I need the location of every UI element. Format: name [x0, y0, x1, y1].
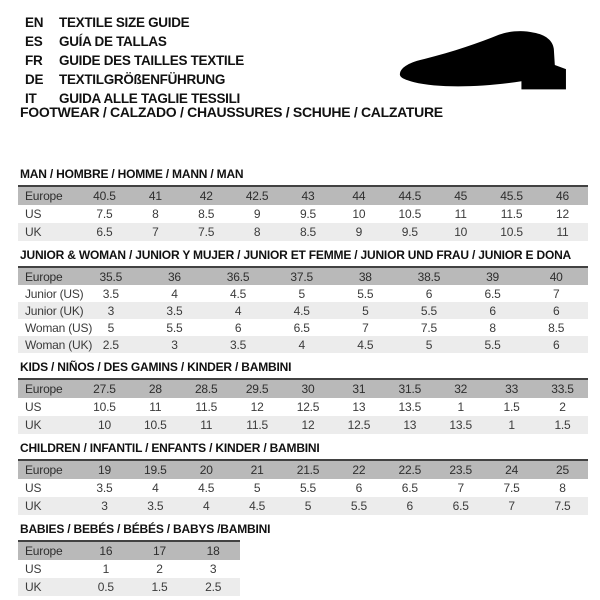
size-cell: 33 [486, 379, 537, 398]
size-cell: 16 [79, 541, 133, 560]
row-label: Europe [18, 460, 79, 479]
size-cell: 4.5 [270, 302, 334, 319]
size-cell: 12 [283, 416, 334, 434]
size-cell: 4.5 [230, 286, 247, 301]
size-cell: 8.5 [283, 223, 334, 241]
size-cell: 46 [537, 186, 588, 205]
size-cell: 38.5 [397, 267, 461, 285]
size-cell: 6.5 [435, 497, 486, 515]
row-label: Woman (UK) [18, 336, 79, 353]
size-cell: 13 [352, 400, 366, 414]
size-cell: 8 [232, 223, 283, 241]
size-cell: 37.5 [270, 267, 334, 285]
size-cell: 8 [489, 320, 496, 335]
size-cell: 12.5 [333, 416, 384, 434]
size-cell: 42 [181, 186, 232, 205]
size-cell: 7 [486, 497, 537, 515]
size-cell: 44 [333, 186, 384, 205]
size-cell: 35.5 [79, 267, 143, 285]
size-table-block [18, 523, 588, 596]
size-cell: 7.5 [537, 497, 588, 515]
size-cell: 6 [524, 302, 588, 319]
size-cell: 7 [457, 481, 464, 495]
size-cell: 21.5 [283, 460, 334, 479]
size-cell: 4 [152, 481, 159, 495]
size-cell: 19.5 [130, 460, 181, 479]
language-row [25, 51, 244, 70]
size-cell: 4 [181, 497, 232, 515]
size-cell: 12 [556, 207, 569, 221]
size-cell: 4 [206, 302, 270, 319]
size-cell: 3.5 [102, 286, 119, 301]
language-label: GUIDE DES TAILLES TEXTILE [59, 53, 245, 68]
size-cell: 21 [232, 460, 283, 479]
size-cell: 6 [461, 302, 525, 319]
size-table [18, 459, 588, 515]
size-cell: 5.5 [166, 320, 183, 335]
size-cell: 3 [79, 302, 143, 319]
table-row [18, 560, 240, 578]
size-cell: 36.5 [206, 267, 270, 285]
size-cell: 2.5 [79, 336, 143, 353]
language-code: DE [25, 72, 44, 87]
size-cell: 11 [454, 207, 467, 221]
language-label: GUÍA DE TALLAS [59, 34, 167, 49]
size-cell: 12 [250, 400, 264, 414]
size-table [18, 378, 588, 434]
language-code: ES [25, 34, 43, 49]
size-cell: 19 [79, 460, 130, 479]
language-list [25, 13, 244, 108]
size-cell: 41 [130, 186, 181, 205]
size-cell: 10 [352, 207, 366, 221]
size-cell: 13 [384, 416, 435, 434]
row-label: US [25, 207, 42, 221]
size-table [18, 266, 588, 353]
size-cell: 3 [79, 497, 130, 515]
size-cell: 5 [397, 336, 461, 353]
row-label: Woman (US) [25, 320, 93, 335]
size-cell: 2 [559, 400, 566, 414]
size-cell: 44.5 [384, 186, 435, 205]
table-row [18, 578, 240, 596]
size-cell: 1 [457, 400, 464, 414]
table-row [18, 479, 588, 497]
size-cell: 6.5 [293, 320, 310, 335]
row-label: UK [18, 578, 79, 596]
size-cell: 3.5 [143, 302, 207, 319]
size-cell: 11.5 [500, 207, 523, 221]
size-cell: 10.5 [398, 207, 422, 221]
size-cell: 3.5 [96, 481, 113, 495]
table-row [18, 267, 588, 285]
size-table-block [18, 361, 588, 434]
size-cell: 9 [333, 223, 384, 241]
language-label: TEXTILGRÖßENFÜHRUNG [59, 72, 226, 87]
size-cell: 3 [143, 336, 207, 353]
table-title: MAN / HOMBRE / HOMME / MANN / MAN [20, 167, 244, 181]
size-cell: 6.5 [484, 286, 501, 301]
size-cell: 5 [107, 320, 115, 335]
row-label: Junior (UK) [18, 302, 79, 319]
size-cell: 11 [149, 400, 162, 414]
size-cell: 13.5 [435, 416, 486, 434]
size-cell: 30 [283, 379, 334, 398]
size-cell: 45 [435, 186, 486, 205]
size-cell: 31 [333, 379, 384, 398]
size-cell: 40 [524, 267, 588, 285]
size-cell: 4.5 [334, 336, 398, 353]
row-label: US [25, 481, 42, 495]
row-label: UK [18, 497, 79, 515]
size-table-block [18, 168, 588, 241]
size-cell: 40.5 [79, 186, 130, 205]
language-row [25, 70, 244, 89]
category-heading: FOOTWEAR / CALZADO / CHAUSSURES / SCHUHE / CALZATURE [20, 104, 443, 120]
table-row [18, 205, 588, 223]
size-cell: 12.5 [296, 400, 320, 414]
size-cell: 31.5 [384, 379, 435, 398]
size-cell: 22.5 [384, 460, 435, 479]
size-cell: 3.5 [130, 497, 181, 515]
table-row [18, 285, 588, 302]
size-cell: 4 [270, 336, 334, 353]
table-row [18, 186, 588, 205]
size-cell: 10.5 [93, 400, 116, 414]
table-row [18, 497, 588, 515]
size-cell: 7.5 [96, 207, 113, 221]
size-cell: 2.5 [186, 578, 240, 596]
size-cell: 7 [552, 286, 560, 301]
size-cell: 11 [537, 223, 588, 241]
size-cell: 45.5 [486, 186, 537, 205]
size-cell: 25 [537, 460, 588, 479]
size-table [18, 540, 240, 596]
size-cell: 33.5 [537, 379, 588, 398]
table-row [18, 460, 588, 479]
size-cell: 11 [181, 416, 232, 434]
language-label: TEXTILE SIZE GUIDE [59, 15, 190, 30]
size-cell: 8 [559, 481, 566, 495]
row-label: UK [18, 416, 79, 434]
size-cell: 42.5 [232, 186, 283, 205]
size-cell: 7 [362, 320, 369, 335]
size-cell: 10.5 [486, 223, 537, 241]
row-label: Junior (US) [25, 286, 84, 301]
size-cell: 5 [253, 481, 261, 495]
size-cell: 3 [209, 562, 217, 576]
row-label: Europe [18, 186, 79, 205]
row-label: Europe [18, 379, 79, 398]
size-cell: 10.5 [130, 416, 181, 434]
language-code: IT [25, 91, 37, 106]
size-cell: 1.5 [537, 416, 588, 434]
table-row [18, 223, 588, 241]
shoe-icon [398, 30, 570, 94]
table-row [18, 416, 588, 434]
size-table-block [18, 249, 588, 353]
size-cell: 36 [143, 267, 207, 285]
size-cell: 24 [486, 460, 537, 479]
size-cell: 38 [334, 267, 398, 285]
table-row [18, 398, 588, 416]
size-cell: 6 [234, 320, 242, 335]
size-cell: 6 [355, 481, 363, 495]
size-cell: 3.5 [206, 336, 270, 353]
size-cell: 1.5 [503, 400, 520, 414]
size-table [18, 185, 588, 241]
table-row [18, 541, 240, 560]
table-title: BABIES / BEBÉS / BÉBÉS / BABYS /BAMBINI [20, 522, 271, 536]
size-cell: 28 [130, 379, 181, 398]
size-cell: 9.5 [299, 207, 317, 221]
size-cell: 1.5 [133, 578, 187, 596]
row-label: Europe [18, 267, 79, 285]
size-cell: 10 [79, 416, 130, 434]
table-row [18, 379, 588, 398]
table-title: JUNIOR & WOMAN / JUNIOR Y MUJER / JUNIOR ET FEMME / JUNIOR UND FRAU / JUNIOR E DONA [20, 248, 572, 262]
size-cell: 7.5 [181, 223, 232, 241]
size-cell: 8 [152, 207, 159, 221]
size-cell: 1 [102, 562, 110, 576]
size-cell: 4.5 [232, 497, 283, 515]
language-row [25, 32, 244, 51]
size-cell: 23.5 [435, 460, 486, 479]
size-cell: 7.5 [420, 320, 437, 335]
size-cell: 4 [171, 286, 178, 301]
row-label: Europe [18, 541, 79, 560]
size-cell: 4.5 [198, 481, 215, 495]
row-label: US [25, 562, 42, 576]
language-code: EN [25, 15, 44, 30]
size-cell: 7.5 [503, 481, 520, 495]
size-cell: 18 [186, 541, 240, 560]
table-title: KIDS / NIÑOS / DES GAMINS / KINDER / BAMBINI [20, 360, 292, 374]
size-cell: 6.5 [401, 481, 418, 495]
size-cell: 0.5 [79, 578, 133, 596]
table-row [18, 336, 588, 353]
size-cell: 5.5 [461, 336, 525, 353]
size-cell: 11.5 [232, 416, 283, 434]
size-cell: 5.5 [299, 481, 317, 495]
size-cell: 27.5 [79, 379, 130, 398]
size-cell: 10 [435, 223, 486, 241]
size-cell: 6.5 [79, 223, 130, 241]
language-code: FR [25, 53, 43, 68]
table-row [18, 302, 588, 319]
language-row [25, 13, 244, 32]
size-cell: 6 [384, 497, 435, 515]
table-row [18, 319, 588, 336]
size-cell: 11.5 [195, 400, 218, 414]
size-cell: 2 [156, 562, 163, 576]
size-cell: 32 [435, 379, 486, 398]
row-label: US [25, 400, 42, 414]
size-cell: 6 [425, 286, 433, 301]
size-cell: 5.5 [333, 497, 384, 515]
size-cell: 8.5 [548, 320, 565, 335]
size-table-block [18, 442, 588, 515]
size-cell: 8.5 [198, 207, 215, 221]
table-title: CHILDREN / INFANTIL / ENFANTS / KINDER / BAMBINI [20, 441, 320, 455]
size-cell: 5.5 [397, 302, 461, 319]
size-cell: 6 [524, 336, 588, 353]
size-cell: 20 [181, 460, 232, 479]
size-cell: 28.5 [181, 379, 232, 398]
size-cell: 1 [486, 416, 537, 434]
size-tables [18, 160, 588, 596]
size-cell: 29.5 [232, 379, 283, 398]
size-cell: 5 [334, 302, 398, 319]
size-cell: 39 [461, 267, 525, 285]
size-cell: 9.5 [384, 223, 435, 241]
size-cell: 5 [298, 286, 305, 301]
size-cell: 17 [133, 541, 187, 560]
size-cell: 22 [333, 460, 384, 479]
row-label: UK [18, 223, 79, 241]
size-cell: 5 [283, 497, 334, 515]
size-cell: 43 [283, 186, 334, 205]
size-cell: 13.5 [398, 400, 422, 414]
size-cell: 5.5 [357, 286, 374, 301]
size-cell: 9 [253, 207, 261, 221]
size-cell: 7 [130, 223, 181, 241]
language-label: GUIDA ALLE TAGLIE TESSILI [59, 91, 240, 106]
